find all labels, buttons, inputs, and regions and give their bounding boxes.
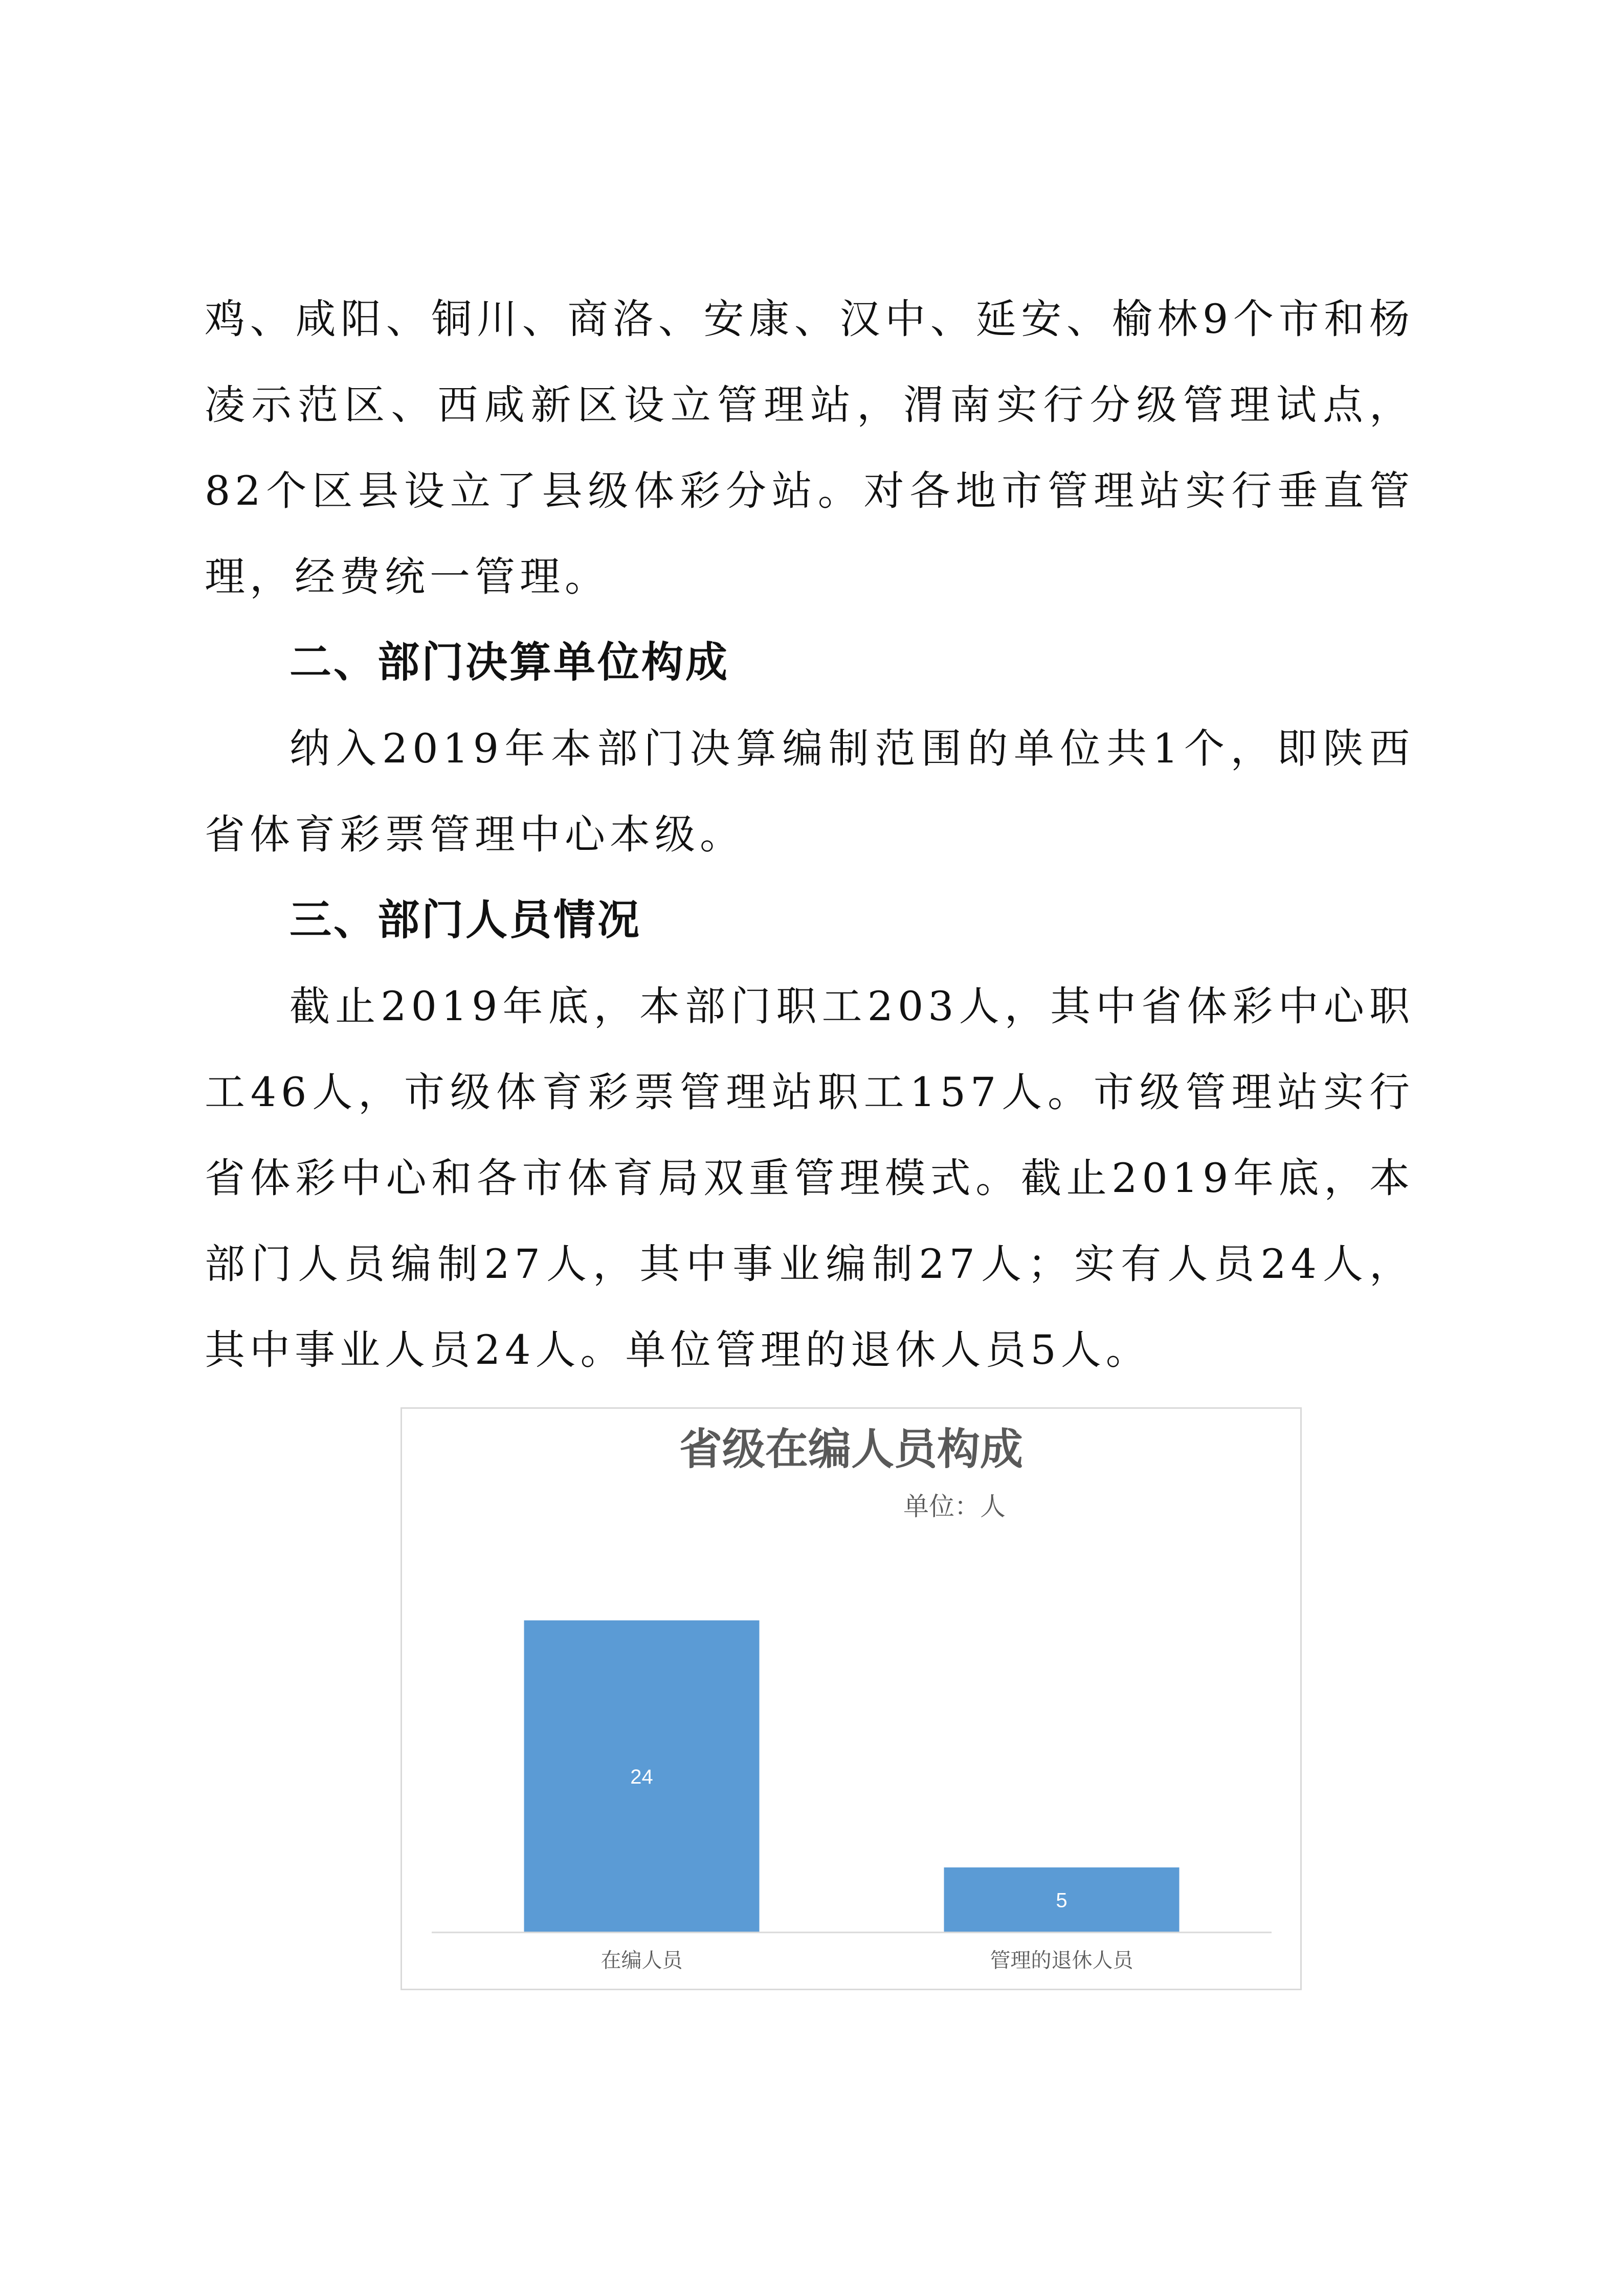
section-heading-personnel: 三、部门人员情况 [290, 896, 642, 944]
chart-title: 省级在编人员构成 [679, 1424, 1024, 1474]
section-heading-units: 二、部门决算单位构成 [290, 638, 730, 687]
paragraph-personnel: 截止2019年底，本部门职工203人，其中省体彩中心职工46人，市级体育彩票管理站职工157人。市级管理站实行省体彩中心和各市体育局双重管理模式。截止2019年底，本部门人员编制27人，其中事业编制27人；实有人员24人，其中事业人员24人。单位管理的退休人员5人。 [205, 983, 1414, 1374]
data-label: 24 [630, 1765, 653, 1788]
paragraph-units: 纳入2019年本部门决算编制范围的单位共1个，即陕西省体育彩票管理中心本级。 [205, 725, 1414, 858]
staff-composition-chart [401, 1407, 1302, 1990]
chart-unit-label: 单位：人 [903, 1492, 1006, 1521]
bars-group [524, 1620, 1180, 1932]
category-label: 在编人员 [600, 1949, 683, 1972]
paragraph-management-stations: 鸡、咸阳、铜川、商洛、安康、汉中、延安、榆林9个市和杨凌示范区、西咸新区设立管理站，渭南实行分级管理试点，82个区县设立了县级体彩分站。对各地市管理站实行垂直管理，经费统一管理。 [205, 296, 1414, 600]
body-text [205, 276, 1414, 1393]
chart-canvas [402, 1409, 1300, 1989]
data-label: 5 [1056, 1889, 1067, 1912]
category-label: 管理的退休人员 [990, 1949, 1133, 1972]
